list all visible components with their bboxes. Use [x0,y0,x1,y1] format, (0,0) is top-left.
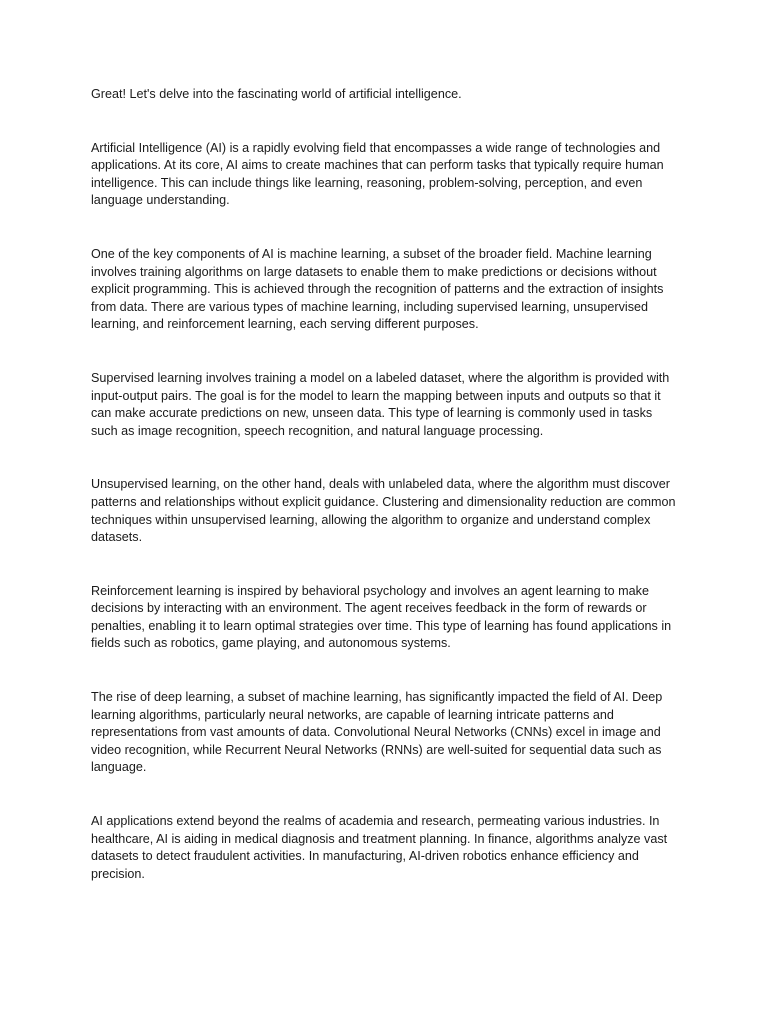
document-body [91,86,681,883]
paragraph-intro: Great! Let's delve into the fascinating world of artificial intelligence. [91,87,462,101]
paragraph-ai-overview: Artificial Intelligence (AI) is a rapidly evolving field that encompasses a wide range of technologies and applications. At its core, AI aims to create machines that can perform tasks that typically require human intelligence. This can include things like learning, reasoning, problem-solving, perception, and even language understanding. [91,140,664,208]
paragraph-supervised-learning: Supervised learning involves training a model on a labeled dataset, where the algorithm is provided with input-output pairs. The goal is for the model to learn the mapping between inputs and outputs so that it can make accurate predictions on new, unseen data. This type of learning is commonly used in tasks such as image recognition, speech recognition, and natural language processing. [91,370,670,438]
paragraph-unsupervised-learning: Unsupervised learning, on the other hand, deals with unlabeled data, where the algorithm must discover patterns and relationships without explicit guidance. Clustering and dimensionality reduction are common techniques within unsupervised learning, allowing the algorithm to organize and understand complex datasets. [91,477,676,545]
paragraph-machine-learning: One of the key components of AI is machine learning, a subset of the broader field. Machine learning involves training algorithms on large datasets to enable them to make predictions or decisions without explicit programming. This is achieved through the recognition of patterns and the extraction of insights from data. There are various types of machine learning, including supervised learning, unsupervised learning, and reinforcement learning, each serving different purposes. [91,246,664,332]
paragraph-ai-applications: AI applications extend beyond the realms of academia and research, permeating various industries. In healthcare, AI is aiding in medical diagnosis and treatment planning. In finance, algorithms analyze vast datasets to detect fraudulent activities. In manufacturing, AI-driven robotics enhance efficiency and precision. [91,814,668,881]
paragraph-deep-learning: The rise of deep learning, a subset of machine learning, has significantly impacted the field of AI. Deep learning algorithms, particularly neural networks, are capable of learning intricate patterns and representations from vast amounts of data. Convolutional Neural Networks (CNNs) excel in image and video recognition, while Recurrent Neural Networks (RNNs) are well-suited for sequential data such as language. [91,690,663,775]
paragraph-reinforcement-learning: Reinforcement learning is inspired by behavioral psychology and involves an agent learning to make decisions by interacting with an environment. The agent receives feedback in the form of rewards or penalties, enabling it to learn optimal strategies over time. This type of learning has found applications in fields such as robotics, game playing, and autonomous systems. [91,583,672,651]
